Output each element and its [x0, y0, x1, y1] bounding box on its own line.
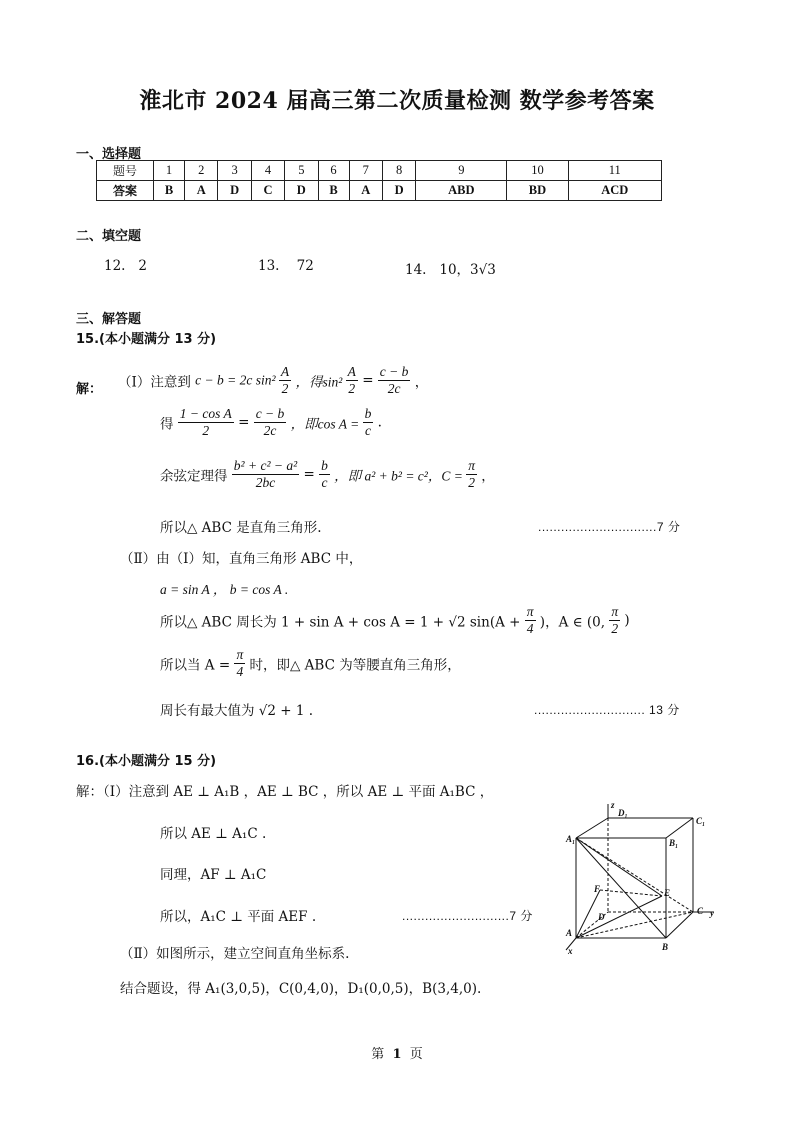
- fraction: [363, 406, 374, 439]
- fig-label: F: [594, 884, 601, 894]
- fill-item-12: [104, 258, 147, 274]
- denominator: 2bc: [255, 475, 276, 490]
- table-row: [97, 161, 662, 181]
- q16-label: 16.(本小题满分 15 分): [76, 754, 217, 769]
- q16-line5: （Ⅱ）如图所示，建立空间直角坐标系.: [120, 946, 350, 962]
- text: 得: [160, 416, 174, 433]
- fraction: [609, 604, 620, 637]
- table-cell: 6: [318, 161, 349, 181]
- denominator: 4: [526, 621, 534, 636]
- fraction: [232, 458, 299, 491]
- q16-line4: 所以，A₁C ⊥ 平面 AEF .: [160, 909, 317, 925]
- q15-label: 15.(本小题满分 13 分): [76, 332, 217, 347]
- numerator: b: [364, 406, 372, 421]
- score-7b: ............................7 分: [402, 909, 533, 923]
- page-footer: [0, 1043, 794, 1062]
- fill-num: 12.: [104, 258, 126, 274]
- table-cell: D: [218, 181, 251, 201]
- score-7: ...............................7 分: [538, 520, 681, 534]
- table-cell: B: [318, 181, 349, 201]
- fill-val: 72: [296, 258, 314, 274]
- formula: ，即cos A =: [290, 416, 363, 432]
- cube-figure: [548, 800, 734, 956]
- table-answer-label: 答案: [97, 181, 154, 201]
- fraction: [279, 364, 291, 397]
- table-row: [97, 181, 662, 201]
- numerator: π: [236, 647, 244, 662]
- table-cell: 1: [154, 161, 185, 181]
- numerator: π: [526, 604, 534, 619]
- table-cell: 4: [251, 161, 284, 181]
- denominator: 2: [611, 621, 619, 636]
- denominator: c: [364, 423, 371, 438]
- text: 时，即△ ABC 为等腰直角三角形，: [249, 657, 461, 674]
- table-header-label: 题号: [97, 161, 154, 181]
- table-cell: A: [185, 181, 218, 201]
- q16-line6: 结合题设，得 A₁(3,0,5)，C(0,4,0)，D₁(0,0,5)，B(3,4,0).: [120, 981, 482, 997]
- text: .: [377, 414, 382, 431]
- text: ，: [481, 468, 495, 485]
- fig-label: B: [662, 942, 669, 952]
- denominator: 4: [236, 664, 244, 679]
- fig-label: B₁: [669, 838, 679, 848]
- fill-item-13: [258, 258, 314, 274]
- denominator: 2: [348, 381, 356, 396]
- numerator: 1 − cos A: [179, 406, 232, 421]
- numerator: π: [611, 604, 619, 619]
- fraction: [466, 458, 477, 491]
- footer-text: 页: [409, 1047, 423, 1062]
- fill-num: 13.: [258, 258, 280, 274]
- section3-heading: 三、解答题: [76, 312, 142, 327]
- answer-table: [96, 160, 662, 201]
- section2-heading: 二、填空题: [76, 229, 142, 244]
- fill-num: 14.: [405, 262, 427, 278]
- denominator: 2c: [387, 381, 401, 396]
- q15-line5: （Ⅱ）由（Ⅰ）知，直角三角形 ABC 中，: [120, 551, 363, 567]
- fig-label: D: [598, 912, 605, 922]
- table-cell: 8: [382, 161, 415, 181]
- fraction: [234, 647, 245, 680]
- fraction: [378, 364, 411, 397]
- fraction: [525, 604, 536, 637]
- q15-line3: 余弦定理得 $\frac{\text{b² + c² − a²}}{2bc}$ = $\frac{b}{c}$ ，即 a² + b² = c²，C = $\frac{\pi}{2}$ ，: [160, 458, 495, 490]
- fill-item-14: [405, 258, 496, 278]
- table-cell: ABD: [416, 181, 507, 201]
- denominator: c: [321, 475, 328, 490]
- section1-heading: 一、选择题: [76, 147, 142, 162]
- formula: )，A ∈ (0,: [539, 614, 610, 631]
- fig-label: x: [568, 946, 573, 956]
- fig-label: z: [611, 800, 615, 810]
- text: 余弦定理得: [160, 468, 228, 485]
- numerator: A: [280, 364, 290, 379]
- q15-line4: 所以△ ABC 是直角三角形.: [160, 520, 322, 536]
- page-number: 1: [392, 1047, 402, 1062]
- numerator: c − b: [255, 406, 285, 421]
- footer-text: 第: [371, 1047, 385, 1062]
- table-cell: 11: [568, 161, 661, 181]
- table-cell: ACD: [568, 181, 661, 201]
- table-cell: 7: [349, 161, 382, 181]
- table-cell: D: [285, 181, 318, 201]
- table-cell: B: [154, 181, 185, 201]
- fig-label: C₁: [696, 816, 706, 826]
- fig-label: A₁: [566, 834, 576, 844]
- numerator: b² + c² − a²: [233, 458, 298, 473]
- table-cell: 2: [185, 161, 218, 181]
- formula: ，得sin²: [295, 374, 346, 390]
- q16-line3: 同理，AF ⊥ A₁C: [160, 867, 267, 883]
- table-cell: BD: [507, 181, 568, 201]
- fill-val: 10，3√3: [439, 262, 496, 278]
- fraction: [178, 406, 234, 439]
- fig-label: D₁: [618, 808, 628, 818]
- numerator: π: [468, 458, 475, 473]
- denominator: 2c: [263, 423, 277, 438]
- table-cell: 10: [507, 161, 568, 181]
- q16-line2: 所以 AE ⊥ A₁C .: [160, 826, 267, 842]
- fill-val: 2: [138, 258, 147, 274]
- table-cell: A: [349, 181, 382, 201]
- q15-line9: 周长有最大值为 √2 + 1 .: [160, 703, 314, 719]
- fig-label: E: [664, 888, 671, 898]
- text: ，: [414, 374, 429, 391]
- q15-line7: [160, 604, 630, 637]
- table-cell: 3: [218, 161, 251, 181]
- fraction: [319, 458, 330, 491]
- fraction: [346, 364, 358, 397]
- formula: ): [624, 612, 630, 629]
- table-cell: 9: [416, 161, 507, 181]
- formula: c − b = 2c sin²: [195, 372, 279, 388]
- denominator: 2: [202, 423, 210, 438]
- score-13: ............................. 13 分: [534, 703, 680, 717]
- denominator: 2: [468, 475, 475, 490]
- table-cell: 5: [285, 161, 318, 181]
- table-cell: D: [382, 181, 415, 201]
- page-title: 淮北市 2024 届高三第二次质量检测 数学参考答案: [139, 88, 655, 114]
- fig-label: y: [710, 908, 714, 918]
- numerator: A: [347, 364, 356, 379]
- q16-line1: 解：（Ⅰ）注意到 AE ⊥ A₁B ，AE ⊥ BC ，所以 AE ⊥ 平面 A₁BC ，: [76, 784, 494, 800]
- formula: ，即 a² + b² = c²，C =: [334, 468, 467, 484]
- table-cell: C: [251, 181, 284, 201]
- numerator: c − b: [379, 364, 409, 379]
- q15-line1: （Ⅰ）注意到 c − b = 2c sin² $\frac{A}{2}$ ，得sin² $\frac{A}{2}$ = $\frac{c - b}{2c}$ ，: [118, 364, 429, 396]
- text: （Ⅰ）注意到: [118, 374, 191, 391]
- formula: 所以当 A =: [160, 657, 235, 674]
- q15-line2: 得 $\frac{\text{1 − cos A}}{2}$ = $\frac{c - b}{2c}$ ，即cos A = $\frac{b}{c}$ .: [160, 406, 382, 438]
- formula: 所以△ ABC 周长为 1 + sin A + cos A = 1 + √2 sin(A +: [160, 614, 525, 631]
- fraction: [254, 406, 287, 439]
- numerator: b: [321, 458, 328, 473]
- fig-label: A: [566, 928, 573, 938]
- denominator: 2: [281, 381, 289, 396]
- q15-line8: [160, 647, 461, 680]
- q15-line6: a = sin A ， b = cos A .: [160, 582, 289, 597]
- fig-label: C: [697, 906, 704, 916]
- q15-jie: 解：: [76, 382, 103, 397]
